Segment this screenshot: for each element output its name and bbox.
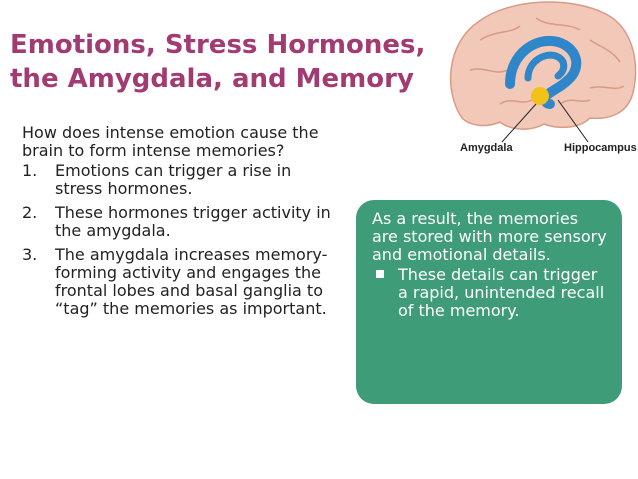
list-item [22, 246, 342, 318]
amygdala-shape [531, 87, 549, 105]
list-item-number: 1. [22, 161, 38, 180]
list-item-text: Emotions can trigger a rise in stress hormones. [55, 161, 292, 198]
brain-illustration [440, 0, 638, 160]
brain-figure [440, 0, 638, 160]
intro-question: How does intense emotion cause the brain to form intense memories? [22, 123, 319, 160]
callout-text: As a result, the memories are stored with more sensory and emotional details. [372, 209, 607, 264]
numbered-list [22, 162, 342, 318]
square-bullet-icon [376, 270, 384, 278]
amygdala-label: Amygdala [460, 142, 513, 154]
list-item-number: 2. [22, 203, 38, 222]
callout-bullet [372, 266, 608, 320]
title-line-2: the Amygdala, and Memory [10, 64, 414, 94]
body-text [22, 124, 342, 324]
result-callout [356, 200, 622, 404]
list-item-text: These hormones trigger activity in the amygdala. [55, 203, 331, 240]
hippocampus-label: Hippocampus [564, 142, 637, 154]
title-line-1: Emotions, Stress Hormones, [10, 30, 426, 60]
slide-title [10, 28, 430, 96]
callout-bullet-text: These details can trigger a rapid, unintended recall of the memory. [398, 265, 605, 320]
list-item [22, 204, 342, 240]
list-item-number: 3. [22, 245, 38, 264]
list-item-text: The amygdala increases memory-forming activity and engages the frontal lobes and basal ganglia to “tag” the memories as important. [55, 245, 328, 318]
list-item [22, 162, 342, 198]
